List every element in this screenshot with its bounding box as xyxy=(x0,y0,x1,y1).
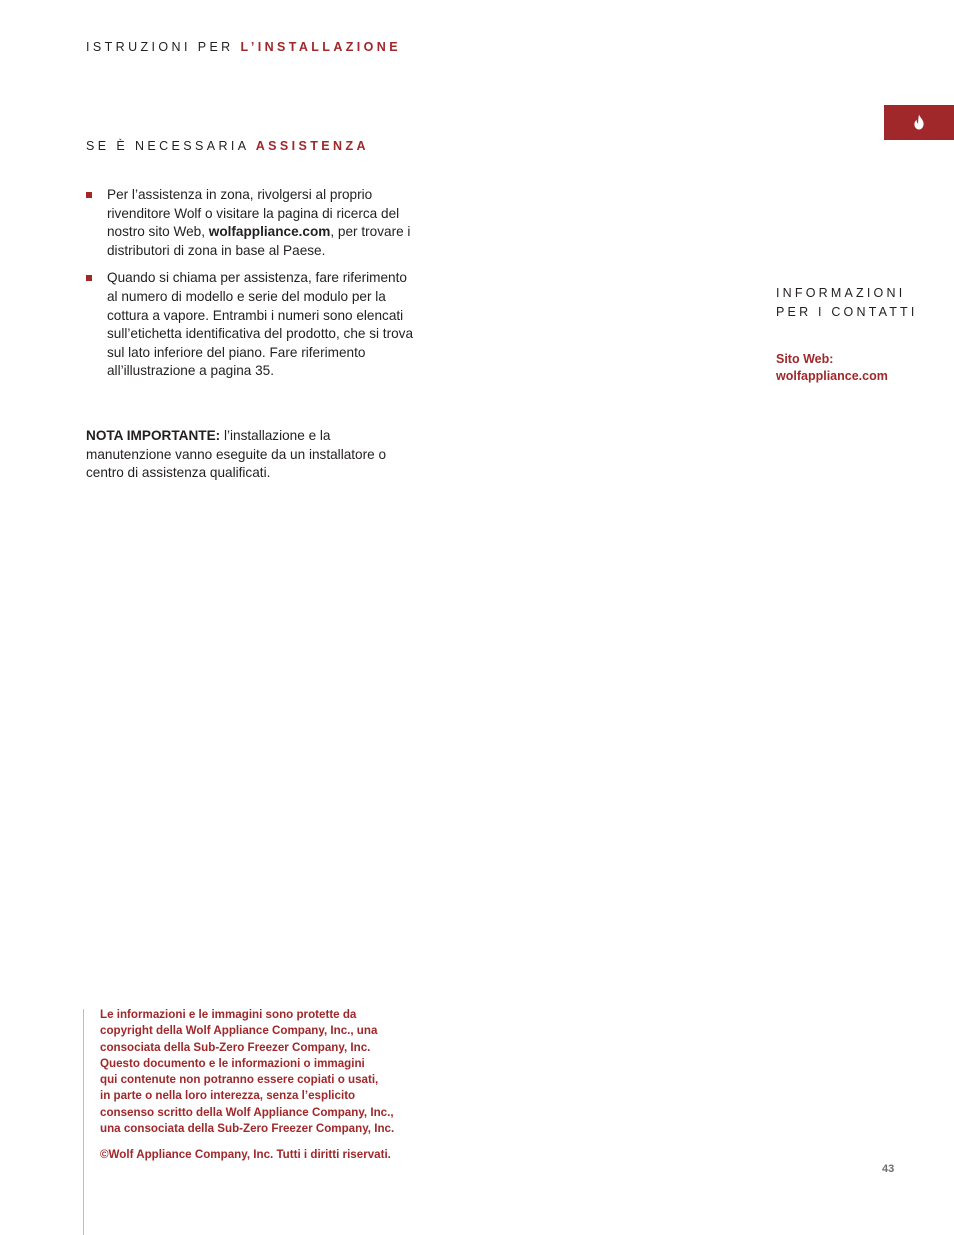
important-note xyxy=(86,427,416,483)
flame-icon xyxy=(913,114,925,130)
assistance-list xyxy=(86,186,416,390)
list-item xyxy=(86,186,416,260)
bullet-square-icon xyxy=(86,192,92,198)
note-label: NOTA IMPORTANTE: xyxy=(86,428,221,443)
contact-heading xyxy=(776,284,918,322)
header-highlight: L’INSTALLAZIONE xyxy=(240,40,401,54)
website-url-link[interactable]: wolfappliance.com xyxy=(776,369,888,383)
copyright-line: in parte o nella loro interezza, senza l’esplicito xyxy=(100,1089,356,1103)
contact-website xyxy=(776,351,888,385)
copyright-line: una consociata della Sub-Zero Freezer Company, Inc. xyxy=(100,1122,395,1136)
note-text: l’installazione e la manutenzione vanno eseguite da un installatore o centro di assistenza qualificati. xyxy=(86,428,387,481)
header-prefix: ISTRUZIONI PER xyxy=(86,40,234,54)
bullet-square-icon xyxy=(86,275,92,281)
copyright-line: consenso scritto della Wolf Appliance Company, Inc., xyxy=(100,1105,394,1119)
copyright-line: consociata della Sub-Zero Freezer Company, Inc. xyxy=(100,1040,371,1054)
list-item-text-end: , per trovare i distributori di zona in base al Paese. xyxy=(107,224,411,258)
copyright-line: Le informazioni e le immagini sono protette da xyxy=(100,1008,357,1021)
rights-reserved: ©Wolf Appliance Company, Inc. Tutti i diritti riservati. xyxy=(100,1148,391,1161)
section-title xyxy=(86,139,369,153)
contact-heading-line1: INFORMAZIONI xyxy=(776,286,906,300)
page-number: 43 xyxy=(882,1163,895,1175)
list-item-text: Per l’assistenza in zona, rivolgersi al proprio rivenditore Wolf o visitare la pagina di ricerca del nostro sito Web, xyxy=(107,187,400,240)
section-title-highlight: ASSISTENZA xyxy=(255,139,369,153)
copyright-line: qui contenute non potranno essere copiati o usati, xyxy=(100,1073,379,1087)
list-item-text: Quando si chiama per assistenza, fare riferimento al numero di modello e serie del modulo per la cottura a vapore. Entrambi i numeri sono elencati sull’etichetta identificativa del prodotto, che si trova sul lato inferiore del piano. Fare riferimento all’illustrazione a pagina 35. xyxy=(107,270,414,379)
copyright-line: Questo documento e le informazioni o immagini xyxy=(100,1056,365,1070)
section-tab xyxy=(884,105,954,140)
footer-divider xyxy=(83,1009,84,1235)
copyright-notice xyxy=(100,1007,460,1137)
list-item xyxy=(86,269,416,381)
contact-heading-line2: PER I CONTATTI xyxy=(776,305,918,319)
section-title-prefix: SE È NECESSARIA xyxy=(86,139,249,153)
website-link[interactable]: wolfappliance.com xyxy=(208,224,331,240)
website-label: Sito Web: xyxy=(776,352,834,366)
copyright-line: copyright della Wolf Appliance Company, Inc., una xyxy=(100,1024,378,1038)
page-header xyxy=(86,40,401,54)
